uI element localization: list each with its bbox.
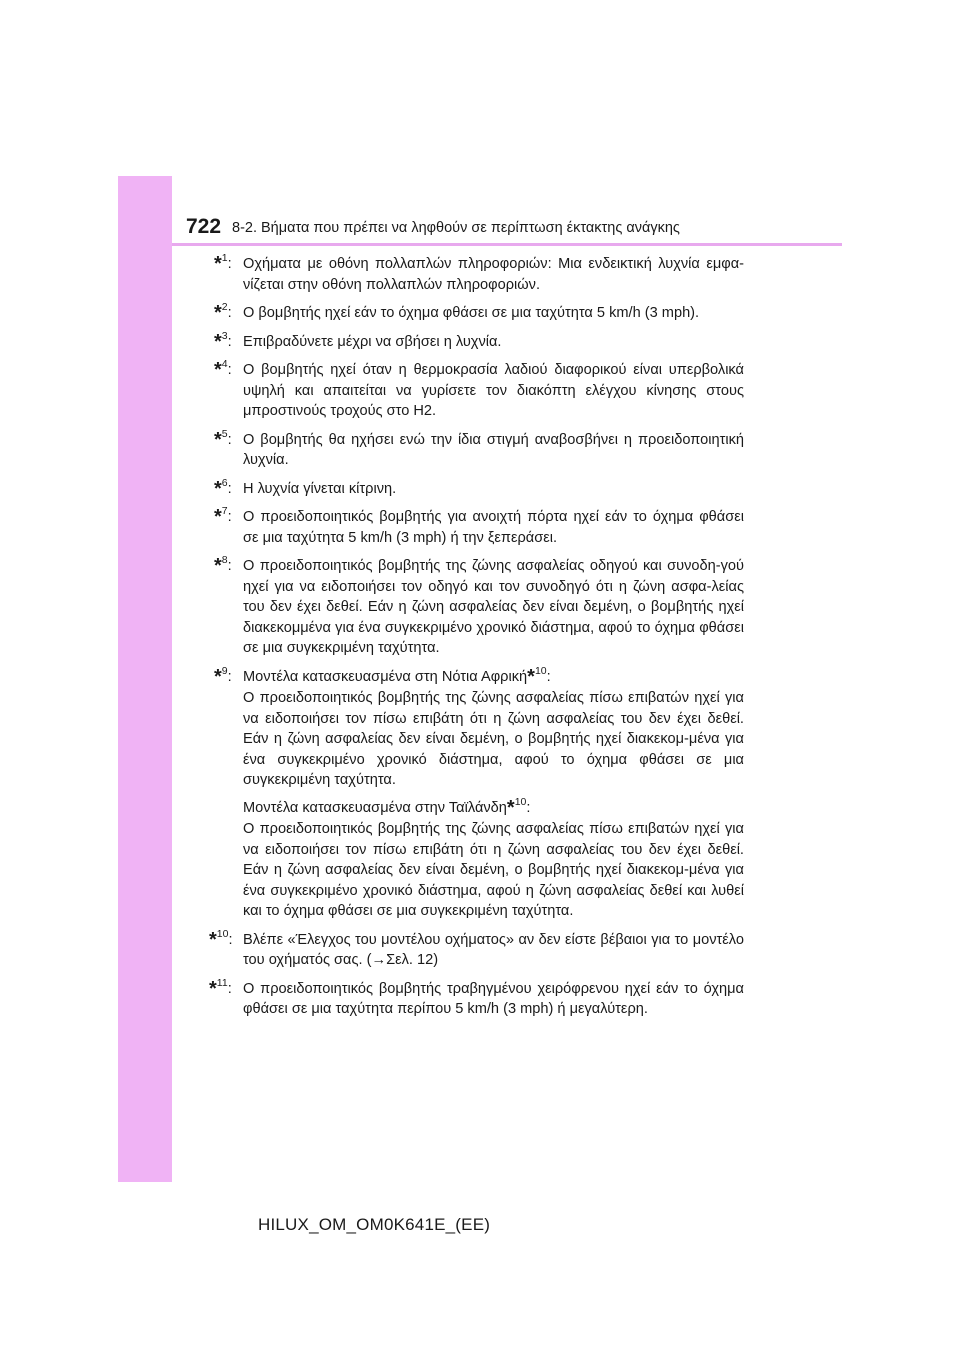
footnote-text: Ο βομβητής ηχεί όταν η θερμοκρασία λαδιού διαφορικού είναι υπερβολικά υψηλή και απαιτείται να γυρίσετε τον διακόπτη ελέγχου κίνησης στους μπροστινούς τροχούς στο H2. (243, 362, 744, 419)
footnote-number: 2 (221, 301, 228, 313)
footnote (214, 360, 744, 422)
footnote (214, 303, 744, 324)
footnote-marker: *$^3$: (214, 329, 232, 353)
footnote-list (209, 252, 744, 1028)
page-number: 722 (186, 215, 222, 238)
footnote-paragraph (243, 507, 744, 548)
footnote-paragraph (243, 479, 744, 500)
section-tab-bar (118, 176, 172, 1182)
footnote-reference: 10 (514, 795, 527, 808)
footnote-marker: *$^9$: (214, 664, 232, 688)
label-colon: : (526, 799, 531, 816)
footnote-number: 4 (221, 358, 228, 370)
footnote (214, 556, 744, 659)
footnote-paragraph (243, 556, 744, 659)
footnote-marker: *$^5$: (214, 427, 232, 451)
footnote-text: Επιβραδύνετε μέχρι να σβήσει η λυχνία. (243, 333, 502, 350)
footnote-paragraph (243, 795, 744, 922)
asterisk-icon: * (214, 428, 222, 451)
footnote-text: Ο προειδοποιητικός βομβητής της ζώνης ασφαλείας πίσω επιβατών ηχεί για να ειδοποιήσει τον πίσω επιβάτη ότι η ζώνη ασφαλείας του δεν έχει δεθεί. Εάν η ζώνη ασφαλείας δεν είναι δεμένη, ο βομβητής ηχεί διακεκομ-μένα για ένα συγκεκριμένο χρονικό διάστημα, αφού το όχημα φθάσει σε μια συγκεκριμένη ταχύτητα. (243, 690, 744, 788)
footnote-paragraph (243, 360, 744, 422)
asterisk-icon: * (214, 330, 222, 353)
footnote-number: 1 (221, 252, 228, 264)
footnote-paragraph (243, 254, 744, 295)
footnote-paragraph (243, 979, 744, 1020)
footnote (214, 507, 744, 548)
footnote-marker: *$^{10}$: (209, 927, 233, 951)
footnote-paragraph (243, 930, 744, 971)
footnote-paragraph (243, 303, 744, 324)
asterisk-icon: * (214, 359, 222, 381)
footnote (209, 927, 744, 971)
footnote-text: Ο προειδοποιητικός βομβητής της ζώνης ασφαλείας οδηγού και συνοδη-γού ηχεί για να ειδοποιήσει τον οδηγό και τον συνοδηγό ότι η ζώνη ασφα-λείας του δεν έχει δεθεί. Εάν η ζώνη ασφαλείας δεν είναι δεμένη, ο βομβητής ηχεί διακεκομμένα για ένα συγκεκριμένο χρονικό διάστημα, αφού το όχημα φθάσει σε μια συγκεκριμένη ταχύτητα. (243, 558, 744, 656)
footnote (214, 254, 744, 295)
footnote-number: 9 (221, 664, 228, 677)
footnote (214, 664, 744, 922)
footnote-paragraph (243, 332, 744, 353)
footnote-paragraph (243, 664, 744, 791)
section-title: 8-2. Βήματα που πρέπει να ληφθούν σε περίπτωση έκτακτης ανάγκης (232, 220, 680, 236)
footnote-number: 10 (216, 927, 229, 940)
asterisk-icon: * (214, 555, 222, 577)
footnote-number: 6 (221, 476, 228, 489)
footnote-text: Ο προειδοποιητικός βομβητής της ζώνης ασφαλείας πίσω επιβατών ηχεί για να ειδοποιήσει τον πίσω επιβάτη ότι η ζώνη ασφαλείας του δεν έχει δεθεί. Εάν η ζώνη ασφαλείας δεν είναι δεμένη, ο βομβητής ηχεί διακεκομ-μένα για ένα συγκεκριμένο χρονικό διάστημα, αφού η ζώνη ασφαλείας δεθεί και λυθεί και το όχημα φθάσει σε μια συγκεκριμένη ταχύτητα. (243, 821, 744, 919)
footnote (214, 427, 744, 471)
footnote-paragraph (243, 430, 744, 471)
asterisk-icon: * (214, 665, 222, 688)
footnote-marker: *$^2$: (214, 301, 232, 324)
asterisk-icon: * (214, 302, 222, 324)
footnote-text: Ο προειδοποιητικός βομβητής για ανοιχτή πόρτα ηχεί εάν το όχημα φθάσει σε μια ταχύτητα 5 km/h (3 mph) ή την ξεπεράσει. (243, 509, 744, 546)
asterisk-icon: * (209, 977, 217, 1000)
asterisk-icon: * (527, 665, 535, 688)
footnote (214, 476, 744, 500)
footnote-marker: *$^6$: (214, 476, 232, 500)
footnote-number: 7 (221, 505, 228, 517)
asterisk-icon: * (214, 477, 222, 500)
label-colon: : (546, 668, 551, 685)
footnote-text: Ο βομβητής ηχεί εάν το όχημα φθάσει σε μια ταχύτητα 5 km/h (3 mph). (243, 305, 700, 321)
footnote-number: 11 (216, 976, 228, 989)
footnote-text: Βλέπε «Έλεγχος του μοντέλου οχήματος» αν δεν είστε βέβαιοι για το μοντέλο του οχήματός σας. (→Σελ. 12) (243, 931, 744, 968)
model-variant-label: Μοντέλα κατασκευασμένα στην Ταϊλάνδη (243, 799, 507, 816)
footnote-number: 3 (221, 329, 228, 342)
footnote (214, 329, 744, 353)
footnote-marker: *$^{11}$: (209, 976, 232, 1000)
header-rule (172, 243, 842, 246)
footnote-marker: *$^1$: (214, 252, 232, 275)
asterisk-icon: * (506, 796, 515, 819)
document-code: HILUX_OM_OM0K641E_(EE) (258, 1215, 491, 1234)
footnote-text: Ο βομβητής θα ηχήσει ενώ την ίδια στιγμή αναβοσβήνει η προειδοποιητική λυχνία. (243, 431, 744, 468)
footnote-reference: 10 (534, 664, 547, 677)
footnote-text: Οχήματα με οθόνη πολλαπλών πληροφοριών: Μια ενδεικτική λυχνία εμφα-νίζεται στην οθόνη πολλαπλών πληροφοριών. (243, 256, 744, 293)
asterisk-icon: * (214, 506, 222, 528)
footnote-text: Ο προειδοποιητικός βομβητής τραβηγμένου χειρόφρενου ηχεί εάν το όχημα φθάσει σε μια ταχύτητα περίπου 5 km/h (3 mph) ή μεγαλύτερη. (243, 980, 744, 1017)
footnote-number: 8 (221, 554, 228, 566)
footnote-number: 5 (221, 427, 228, 440)
footnote-marker: *$^4$: (214, 358, 232, 381)
asterisk-icon: * (209, 928, 217, 951)
footnote-marker: *$^8$: (214, 554, 232, 577)
footnote (209, 976, 744, 1020)
footnote-text: Η λυχνία γίνεται κίτρινη. (243, 480, 397, 497)
model-variant-label: Μοντέλα κατασκευασμένα στη Νότια Αφρική (243, 668, 528, 685)
asterisk-icon: * (214, 253, 222, 275)
footnote-marker: *$^7$: (214, 505, 232, 528)
